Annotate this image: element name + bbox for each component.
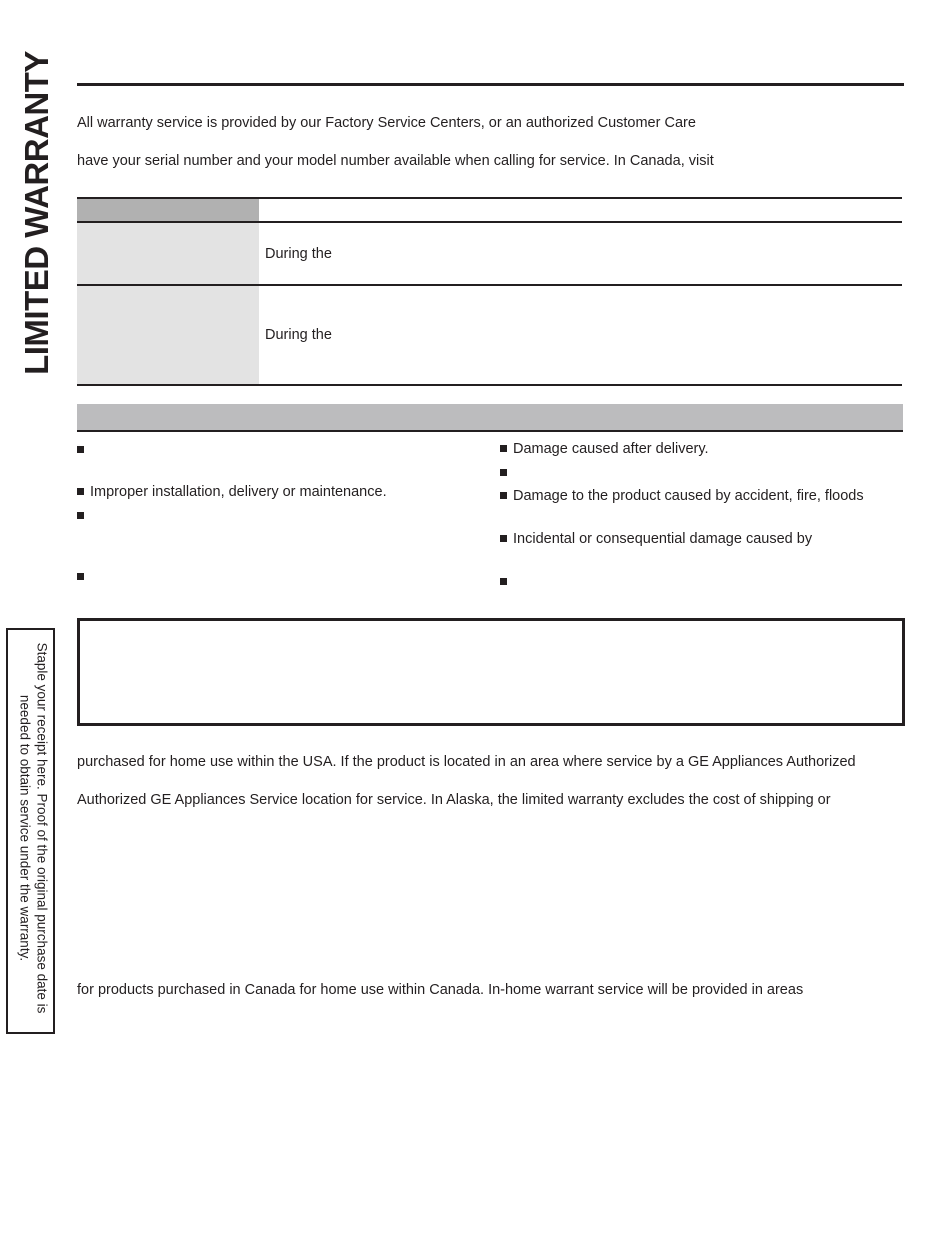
exclusion-left-2: Improper installation, delivery or maintenance. [77,483,387,501]
bullet-icon [500,535,507,542]
bullet-icon [500,445,507,452]
exclusion-right-1: Damage caused after delivery. [500,440,709,458]
usa-service-line-2: Authorized GE Appliances Service location for service. In Alaska, the limited warranty excludes the cost of shipping or [77,792,831,808]
canada-service-line: for products purchased in Canada for home use within Canada. In-home warrant service will be provided in areas [77,982,804,998]
notice-box [77,618,905,726]
table-row-1-text: During the [265,246,332,262]
exclusion-right-5 [500,573,513,591]
intro-line-1: All warranty service is provided by our Factory Service Centers, or an authorized Customer Care [77,115,696,131]
exclusion-left-3 [77,507,90,525]
receipt-note: Staple your receipt here. Proof of the original purchase date is needed to obtain service under the warranty. [17,642,50,1014]
bullet-icon [77,573,84,580]
bullet-icon [77,446,84,453]
top-divider [77,83,904,86]
intro-line-2: have your serial number and your model number available when calling for service. In Canada, visit [77,153,714,169]
bullet-icon [77,488,84,495]
coverage-table [77,197,902,387]
table-row-1-label [77,223,259,284]
bullet-icon [77,512,84,519]
bullet-icon [500,469,507,476]
exclusions-header-rule [77,430,903,432]
exclusion-right-3: Damage to the product caused by accident, fire, floods [500,487,864,505]
table-header-cell [77,199,259,221]
exclusion-left-1 [77,441,90,459]
table-bottom-rule [77,384,902,386]
exclusion-left-4 [77,568,90,586]
bullet-icon [500,578,507,585]
table-row-2-text: During the [265,327,332,343]
exclusion-right-4: Incidental or consequential damage caused by [500,530,812,548]
table-row-2-label [77,286,259,384]
page-title: LIMITED WARRANTY [18,51,55,375]
bullet-icon [500,492,507,499]
exclusion-right-2 [500,464,513,482]
usa-service-line-1: purchased for home use within the USA. If the product is located in an area where service by a GE Appliances Authorized [77,754,856,770]
exclusions-header-bar [77,404,903,430]
